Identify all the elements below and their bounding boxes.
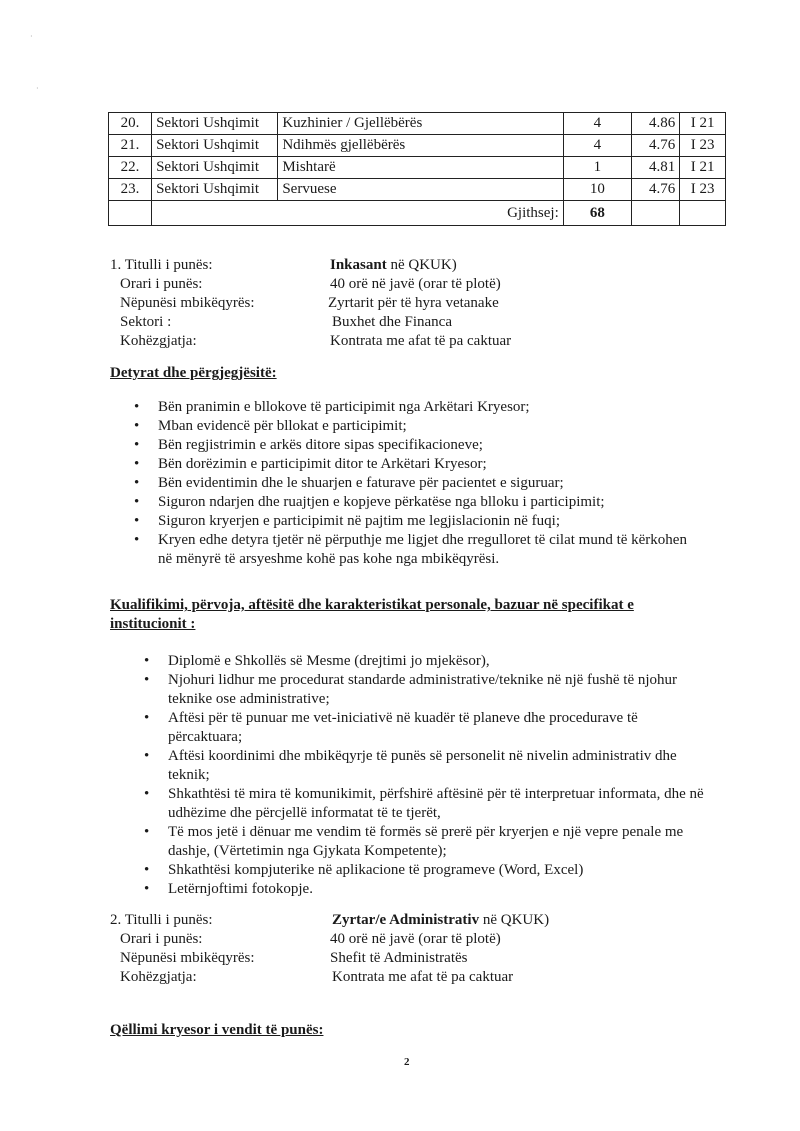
job1-title-label: 1. Titulli i punës: bbox=[110, 257, 213, 273]
row-sector: Sektori Ushqimit bbox=[152, 157, 278, 179]
scan-mark: · bbox=[36, 84, 39, 93]
job1-title-value bbox=[330, 256, 457, 275]
job1-duration-value: Kontrata me afat të pa caktuar bbox=[330, 333, 512, 349]
list-item: • Siguron kryerjen e participimit në pajtim me legjislacionin në fuqi; bbox=[134, 512, 694, 531]
row-coefficient: 4.86 bbox=[632, 113, 680, 135]
duties-list bbox=[134, 398, 694, 569]
job2-hours-value: 40 orë në javë (orar të plotë) bbox=[330, 931, 501, 947]
duties-heading: Detyrat dhe përgjegjësitë: bbox=[110, 365, 277, 381]
list-item: • Njohuri lidhur me procedurat standarde administrative/teknike në një fushë të njohur teknike ose administrative; bbox=[144, 671, 704, 709]
scan-mark: · bbox=[30, 32, 33, 41]
row-grade: I 21 bbox=[680, 157, 726, 179]
row-count: 1 bbox=[563, 157, 631, 179]
job2-title-row bbox=[110, 911, 610, 930]
job2-details bbox=[110, 911, 610, 987]
job1-hours-value: 40 orë në javë (orar të plotë) bbox=[330, 276, 501, 292]
job2-title-bold: Zyrtar/e Administrativ bbox=[332, 912, 480, 928]
jobs-table bbox=[108, 112, 726, 226]
row-sector: Sektori Ushqimit bbox=[152, 135, 278, 157]
row-count: 10 bbox=[563, 179, 631, 201]
row-sector: Sektori Ushqimit bbox=[152, 113, 278, 135]
row-count: 4 bbox=[563, 135, 631, 157]
list-item: • Shkathtësi kompjuterike në aplikacione të programeve (Word, Excel) bbox=[144, 861, 704, 880]
job1-supervisor-label: Nëpunësi mbikëqyrës: bbox=[120, 295, 255, 311]
job2-hours-row bbox=[110, 930, 610, 949]
list-item: • Të mos jetë i dënuar me vendim të formës së prerë për kryerjen e një vepre penale me dashje, (Vërtetimin nga Gjykata Kompetente); bbox=[144, 823, 704, 861]
total-value: 68 bbox=[563, 201, 631, 226]
empty-cell bbox=[109, 201, 152, 226]
job2-duration-label: Kohëzgjatja: bbox=[120, 969, 197, 985]
row-grade: I 21 bbox=[680, 113, 726, 135]
total-label: Gjithsej: bbox=[152, 201, 564, 226]
row-count: 4 bbox=[563, 113, 631, 135]
table-total-row bbox=[109, 201, 726, 226]
page-number: 2 bbox=[404, 1056, 410, 1068]
job1-supervisor-row bbox=[110, 294, 610, 313]
list-item: • Aftësi për të punuar me vet-iniciativë në kuadër të planeve dhe procedurave të përcaktuara; bbox=[144, 709, 704, 747]
job1-hours-row bbox=[110, 275, 610, 294]
list-item: • Bën pranimin e bllokove të participimit nga Arkëtari Kryesor; bbox=[134, 398, 694, 417]
table-row bbox=[109, 113, 726, 135]
row-grade: I 23 bbox=[680, 135, 726, 157]
job1-duration-row bbox=[110, 332, 610, 351]
row-grade: I 23 bbox=[680, 179, 726, 201]
row-number: 21. bbox=[109, 135, 152, 157]
list-item: • Siguron ndarjen dhe ruajtjen e kopjeve përkatëse nga blloku i participimit; bbox=[134, 493, 694, 512]
list-item: • Diplomë e Shkollës së Mesme (drejtimi jo mjekësor), bbox=[144, 652, 704, 671]
job1-sector-label: Sektori : bbox=[120, 314, 172, 330]
list-item: • Mban evidencë për bllokat e participimit; bbox=[134, 417, 694, 436]
table-row bbox=[109, 179, 726, 201]
row-position: Servuese bbox=[278, 179, 563, 201]
row-position: Kuzhinier / Gjellëbërës bbox=[278, 113, 563, 135]
row-coefficient: 4.76 bbox=[632, 179, 680, 201]
job2-hours-label: Orari i punës: bbox=[120, 931, 203, 947]
job1-details bbox=[110, 256, 610, 351]
list-item: • Bën regjistrimin e arkës ditore sipas specifikacioneve; bbox=[134, 436, 694, 455]
job1-duration-label: Kohëzgjatja: bbox=[120, 333, 197, 349]
job2-supervisor-row bbox=[110, 949, 610, 968]
list-item: • Aftësi koordinimi dhe mbikëqyrje të punës së personelit në nivelin administrativ dhe teknik; bbox=[144, 747, 704, 785]
job2-supervisor-label: Nëpunësi mbikëqyrës: bbox=[120, 950, 255, 966]
job2-duration-row bbox=[110, 968, 610, 987]
job1-title-rest: në QKUK) bbox=[386, 257, 457, 273]
job2-supervisor-value: Shefit të Administratës bbox=[330, 950, 468, 966]
row-number: 20. bbox=[109, 113, 152, 135]
job2-title-label: 2. Titulli i punës: bbox=[110, 912, 213, 928]
row-position: Mishtarë bbox=[278, 157, 563, 179]
list-item: • Kryen edhe detyra tjetër në përputhje me ligjet dhe rregulloret të cilat mund të kërkohen në mënyrë të arsyeshme kohë pas kohe nga mbikëqyrësi. bbox=[134, 531, 694, 569]
job1-supervisor-value: Zyrtarit për të hyra vetanake bbox=[328, 295, 499, 311]
row-position: Ndihmës gjellëbërës bbox=[278, 135, 563, 157]
list-item: • Shkathtësi të mira të komunikimit, përfshirë aftësinë për të interpretuar informata, dhe në udhëzime dhe përcjellë informatat të te tjerët, bbox=[144, 785, 704, 823]
list-item: • Bën evidentimin dhe le shuarjen e faturave për pacientet e siguruar; bbox=[134, 474, 694, 493]
row-number: 23. bbox=[109, 179, 152, 201]
row-coefficient: 4.76 bbox=[632, 135, 680, 157]
row-sector: Sektori Ushqimit bbox=[152, 179, 278, 201]
qualifications-heading bbox=[110, 596, 634, 634]
empty-cell bbox=[680, 201, 726, 226]
qualifications-heading-line1: Kualifikimi, përvoja, aftësitë dhe karakteristikat personale, bazuar në specifikat e bbox=[110, 597, 634, 613]
qualifications-heading-line2: institucionit : bbox=[110, 616, 196, 632]
table-row bbox=[109, 157, 726, 179]
job1-sector-row bbox=[110, 313, 610, 332]
job2-title-rest: në QKUK) bbox=[479, 912, 550, 928]
job1-title-row bbox=[110, 256, 610, 275]
empty-cell bbox=[632, 201, 680, 226]
list-item: • Bën dorëzimin e participimit ditor te Arkëtari Kryesor; bbox=[134, 455, 694, 474]
job1-sector-value: Buxhet dhe Financa bbox=[332, 314, 452, 330]
row-coefficient: 4.81 bbox=[632, 157, 680, 179]
purpose-heading: Qëllimi kryesor i vendit të punës: bbox=[110, 1022, 324, 1038]
job1-title-bold: Inkasant bbox=[330, 257, 387, 273]
row-number: 22. bbox=[109, 157, 152, 179]
job2-title-value bbox=[332, 911, 549, 930]
job1-hours-label: Orari i punës: bbox=[120, 276, 203, 292]
list-item: • Letërnjoftimi fotokopje. bbox=[144, 880, 704, 899]
qualifications-list bbox=[144, 652, 704, 899]
job2-duration-value: Kontrata me afat të pa caktuar bbox=[332, 969, 514, 985]
table-row bbox=[109, 135, 726, 157]
